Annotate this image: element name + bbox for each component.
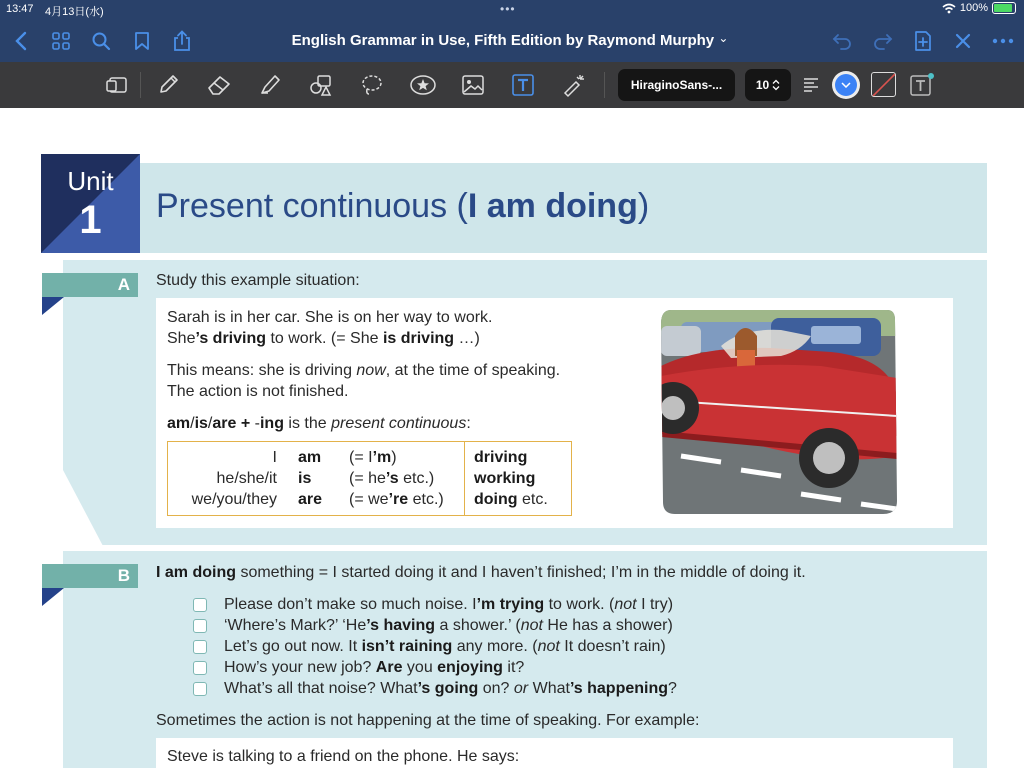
ing-form-3: doing etc.	[474, 491, 548, 508]
section-b-tab-fold	[42, 588, 64, 606]
example-bullet-1	[193, 598, 207, 612]
color-dropdown-icon	[835, 74, 857, 96]
add-page-icon[interactable]	[910, 28, 936, 54]
battery-percent: 100%	[959, 2, 988, 14]
font-name-selector[interactable]: HiraginoSans-...	[618, 69, 735, 101]
example-line-1: Sarah is in her car. She is on her way to work.	[167, 309, 493, 326]
font-size-value: 10	[755, 78, 770, 92]
example-line-3: This means: she is driving now, at the time of speaking.	[167, 362, 561, 379]
short-form-3: (= we’re etc.)	[349, 491, 444, 508]
text-box-icon[interactable]	[508, 71, 538, 99]
highlighter-icon[interactable]	[255, 71, 285, 99]
example-bullet-3	[193, 640, 207, 654]
subject-2: he/she/it	[216, 470, 277, 487]
section-a-notch	[63, 470, 103, 546]
close-tools-icon[interactable]	[950, 28, 976, 54]
redo-icon[interactable]	[869, 28, 895, 54]
ing-form-1: driving	[474, 449, 528, 466]
example-line-4: The action is not finished.	[167, 383, 349, 400]
status-date: 4月13日(水)	[45, 6, 104, 18]
example-bullet-5	[193, 682, 207, 696]
read-mode-icon[interactable]	[102, 71, 132, 99]
subject-1: I	[272, 449, 277, 466]
text-color-swatch[interactable]	[832, 71, 860, 99]
stepper-arrows-icon	[772, 79, 780, 91]
unit-badge	[41, 154, 140, 253]
section-a-intro: Study this example situation:	[156, 272, 360, 289]
share-icon[interactable]	[169, 28, 195, 54]
battery-icon	[992, 2, 1016, 14]
example-b-2: ‘Where’s Mark?’ ‘He’s having a shower.’ (not He has a shower)	[224, 617, 673, 634]
page-title: Present continuous (I am doing)	[156, 187, 650, 225]
eraser-icon[interactable]	[204, 71, 234, 99]
example-line-2: She’s driving to work. (= She is driving …)	[167, 330, 480, 347]
laser-pointer-icon[interactable]	[559, 71, 589, 99]
more-options-icon[interactable]	[990, 28, 1016, 54]
undo-icon[interactable]	[830, 28, 856, 54]
thumbnails-grid-icon[interactable]	[48, 28, 74, 54]
sometimes-text: Sometimes the action is not happening at the time of speaking. For example:	[156, 712, 700, 729]
example-b-5: What’s all that noise? What’s going on? or What’s happening?	[224, 680, 677, 697]
status-bar	[0, 0, 1024, 20]
unit-number: 1	[79, 198, 102, 242]
lasso-icon[interactable]	[357, 71, 387, 99]
unit-label: Unit	[67, 166, 114, 196]
ing-form-2: working	[474, 470, 536, 487]
text-style-icon[interactable]	[909, 72, 937, 98]
section-a-tab: A	[42, 273, 138, 297]
section-b-intro: I am doing something = I started doing it and I haven’t finished; I’m in the middle of doing it.	[156, 564, 806, 581]
unit-title-bar	[140, 163, 987, 253]
chevron-down-icon: ⌄	[718, 31, 729, 45]
section-b-panel	[63, 551, 987, 768]
image-icon[interactable]	[458, 71, 488, 99]
example-bullet-4	[193, 661, 207, 675]
elements-sticker-icon[interactable]	[408, 71, 438, 99]
font-size-selector[interactable]	[745, 69, 791, 101]
steve-text: Steve is talking to a friend on the phone. He says:	[167, 748, 520, 765]
verb-2: is	[298, 470, 312, 487]
section-b-tab: B	[42, 564, 138, 588]
status-indicators	[942, 2, 1016, 14]
example-b-4: How’s your new job? Are you enjoying it?	[224, 659, 525, 676]
back-icon[interactable]	[8, 28, 34, 54]
status-time: 13:47	[6, 3, 34, 15]
align-left-icon[interactable]	[799, 74, 823, 96]
short-form-1: (= I’m)	[349, 449, 397, 466]
pen-icon[interactable]	[153, 71, 183, 99]
document-title-text: English Grammar in Use, Fifth Edition by Raymond Murphy	[291, 32, 715, 49]
toolbar-divider	[140, 72, 141, 98]
document-title[interactable]	[250, 32, 770, 49]
no-fill-swatch-icon[interactable]	[871, 72, 896, 97]
verb-3: are	[298, 491, 323, 508]
short-form-2: (= he’s etc.)	[349, 470, 435, 487]
shapes-icon[interactable]	[306, 71, 336, 99]
nav-bar	[0, 20, 1024, 62]
bookmark-icon[interactable]	[129, 28, 155, 54]
example-b-1: Please don’t make so much noise. I’m trying to work. (not I try)	[224, 596, 674, 613]
car-illustration	[661, 306, 897, 516]
example-line-5: am/is/are + -ing is the present continuous:	[167, 415, 471, 432]
multitasking-dots-icon[interactable]: •••	[500, 2, 516, 16]
section-a-tab-fold	[42, 297, 64, 315]
verb-1: am	[298, 449, 322, 466]
wifi-icon	[942, 3, 956, 14]
toolbar-divider	[604, 72, 605, 98]
subject-3: we/you/they	[191, 491, 277, 508]
example-bullet-2	[193, 619, 207, 633]
example-b-3: Let’s go out now. It isn’t raining any more. (not It doesn’t rain)	[224, 638, 666, 655]
search-icon[interactable]	[88, 28, 114, 54]
